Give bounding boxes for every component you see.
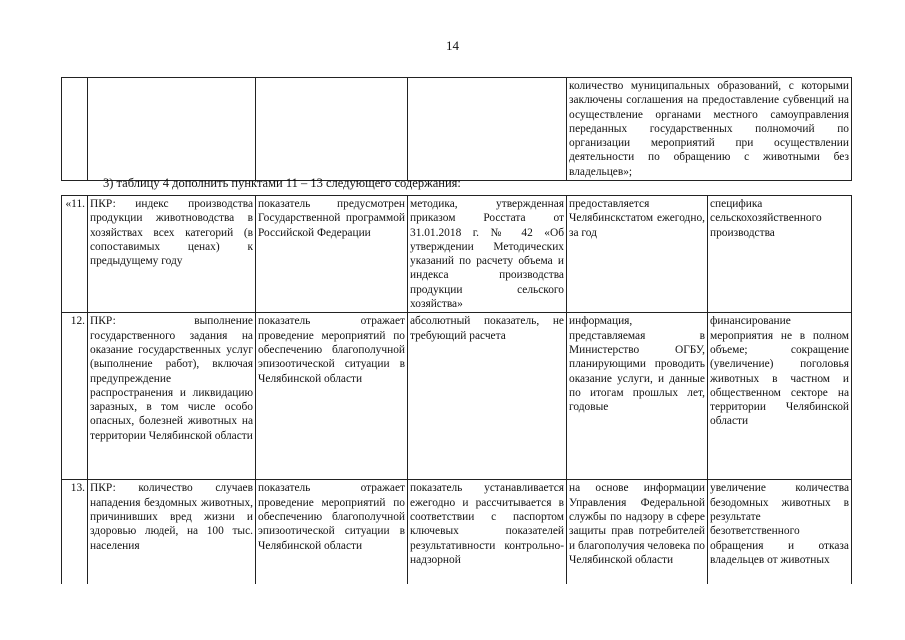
indicator-name: ПКР: индекс производства продукции животноводства в хозяйствах всех категорий (в сопоставимых ценах) к предыдущему году [88, 196, 256, 313]
row-number: 13. [62, 480, 88, 584]
indicator-name: ПКР: количество случаев нападения бездомных животных, причинивших вред жизни и здоровью людей, на 100 тыс. населения [88, 480, 256, 584]
indicator-note: показатель отражает проведение мероприятий по обеспечению благополучной эпизоотической ситуации в Челябинской области [256, 313, 408, 480]
table-cell [408, 78, 567, 181]
indicator-name: ПКР: выполнение государственного задания на оказание государственных услуг (выполнение работ), включая предупреждение распространения и ликвидацию заразных, в том числе особо опасных, болезней животных на территории Челябинской области [88, 313, 256, 480]
table-row [62, 78, 852, 181]
indicator-note: показатель отражает проведение мероприятий по обеспечению благополучной эпизоотической ситуации в Челябинской области [256, 480, 408, 584]
table-cell [256, 78, 408, 181]
table-cell [62, 78, 88, 181]
indicator-method: методика, утвержденная приказом Росстата от 31.01.2018 г. № 42 «Об утверждении Методических указаний по расчету объема и индекса производства продукции сельского хозяйства» [408, 196, 567, 313]
table-cell: количество муниципальных образований, с которыми заключены соглашения на предоставление субвенций на осуществление органами местного самоуправления переданных государственных полномочий по организации мероприятий при осуществлении деятельности по обращению с животными без владельцев»; [567, 78, 852, 181]
intro-line: 3) таблицу 4 дополнить пунктами 11 – 13 следующего содержания: [103, 176, 461, 190]
table-cell [88, 78, 256, 181]
indicator-factors: финансирование мероприятия не в полном объеме; сокращение (увеличение) поголовья животных в частном и общественном секторе на территории Челябинской области [708, 313, 852, 480]
row-number: 12. [62, 313, 88, 480]
row-number: «11. [62, 196, 88, 313]
indicator-method: показатель устанавливается ежегодно и рассчитывается в соответствии с паспортом ключевых показателей результативности контрольно-надзорной [408, 480, 567, 584]
table-4-additions [61, 195, 852, 584]
table-continuation [61, 77, 852, 181]
indicator-method: абсолютный показатель, не требующий расчета [408, 313, 567, 480]
indicator-source: предоставляется Челябинскстатом ежегодно, за год [567, 196, 708, 313]
table-row [62, 313, 852, 480]
indicator-note: показатель предусмотрен Государственной программой Российской Федерации [256, 196, 408, 313]
indicator-source: информация, представляемая в Министерство ОГБУ, планирующими проводить оказание услуги, и данные по итогам прошлых лет, годовые [567, 313, 708, 480]
table-row [62, 196, 852, 313]
page-number: 14 [446, 38, 459, 53]
indicator-factors: специфика сельскохозяйственного производства [708, 196, 852, 313]
indicator-factors: увеличение количества безодомных животных в результате безответственного обращения и отказа владельцев от животных [708, 480, 852, 584]
indicator-source: на основе информации Управления Федеральной службы по надзору в сфере защиты прав потребителей и благополучия человека по Челябинской области [567, 480, 708, 584]
table-row [62, 480, 852, 584]
